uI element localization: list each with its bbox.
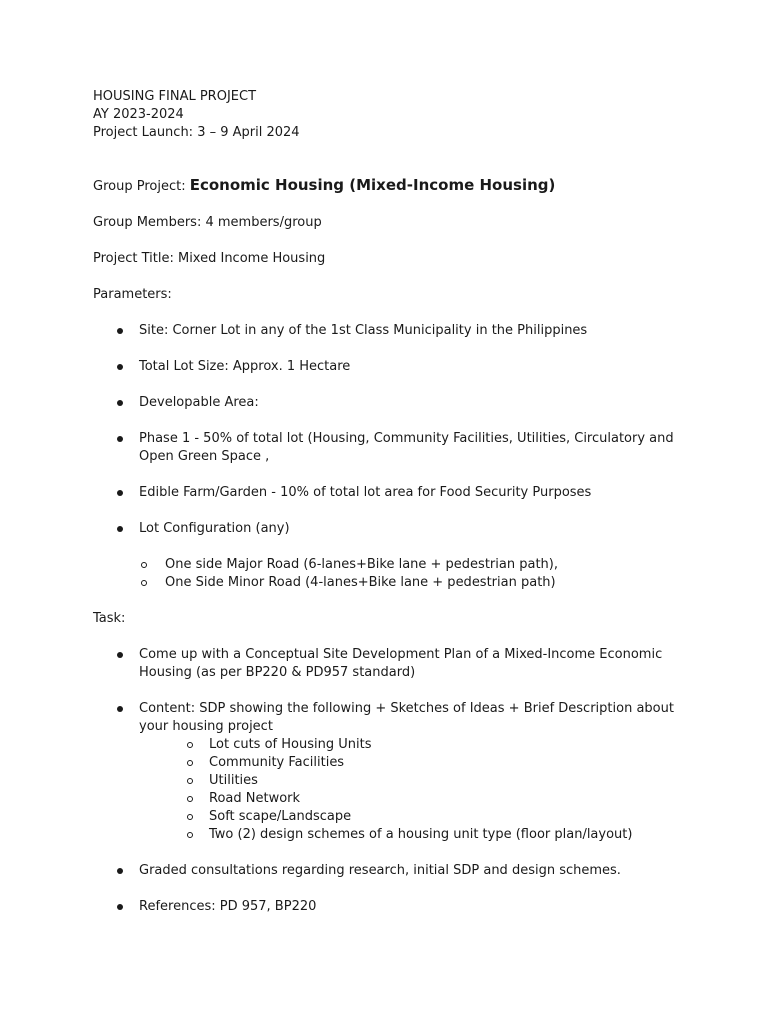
list-item [93,430,693,466]
list-item [93,358,693,376]
list-item: Soft scape/Landscape [139,808,693,826]
content-items-list [139,736,693,844]
list-item: One side Major Road (6-lanes+Bike lane + pedestrian path), [93,556,693,574]
list-item [93,898,693,916]
list-item [93,322,693,340]
header-academic-year: AY 2023-2024 [93,107,184,122]
parameters-heading: Parameters: [93,287,172,302]
param-lot-configuration: Lot Configuration (any) [139,521,290,536]
task-item2-line1: Content: SDP showing the following + Sketches of Ideas + Brief Description about [139,701,674,716]
group-project-title: Economic Housing (Mixed-Income Housing) [189,176,556,194]
task-item4: References: PD 957, BP220 [139,899,317,914]
task-list [93,646,693,916]
param-phase1-line2: Open Green Space , [139,449,270,464]
task-item2-line2: your housing project [139,719,273,734]
lot-configuration-list [93,556,693,592]
list-item [93,484,693,502]
group-members: Group Members: 4 members/group [93,215,322,230]
param-developable-area: Developable Area: [139,395,259,410]
list-item [93,520,693,538]
param-phase1-line1: Phase 1 - 50% of total lot (Housing, Community Facilities, Utilities, Circulatory and [139,431,674,446]
task-heading: Task: [93,611,126,626]
header-launch-date: Project Launch: 3 – 9 April 2024 [93,125,300,140]
list-item [93,394,693,412]
param-edible-farm: Edible Farm/Garden - 10% of total lot area for Food Security Purposes [139,485,592,500]
task-item1-line2: Housing (as per BP220 & PD957 standard) [139,665,416,680]
list-item [93,646,693,682]
list-item: Utilities [139,772,693,790]
document-page [93,88,693,934]
list-item: Community Facilities [139,754,693,772]
group-project-line [93,176,693,196]
list-item: Lot cuts of Housing Units [139,736,693,754]
group-project-label: Group Project: [93,179,190,194]
task-item1-line1: Come up with a Conceptual Site Development Plan of a Mixed-Income Economic [139,647,663,662]
param-lot-size: Total Lot Size: Approx. 1 Hectare [139,359,351,374]
list-item: Two (2) design schemes of a housing unit type (floor plan/layout) [139,826,693,844]
list-item: Road Network [139,790,693,808]
list-item: One Side Minor Road (4-lanes+Bike lane + pedestrian path) [93,574,693,592]
header-course-title: HOUSING FINAL PROJECT [93,89,257,104]
param-site: Site: Corner Lot in any of the 1st Class Municipality in the Philippines [139,323,588,338]
document-header [93,88,693,142]
task-item3: Graded consultations regarding research, initial SDP and design schemes. [139,863,621,878]
parameters-list [93,322,693,538]
list-item [93,862,693,880]
list-item [93,700,693,844]
project-title: Project Title: Mixed Income Housing [93,251,326,266]
